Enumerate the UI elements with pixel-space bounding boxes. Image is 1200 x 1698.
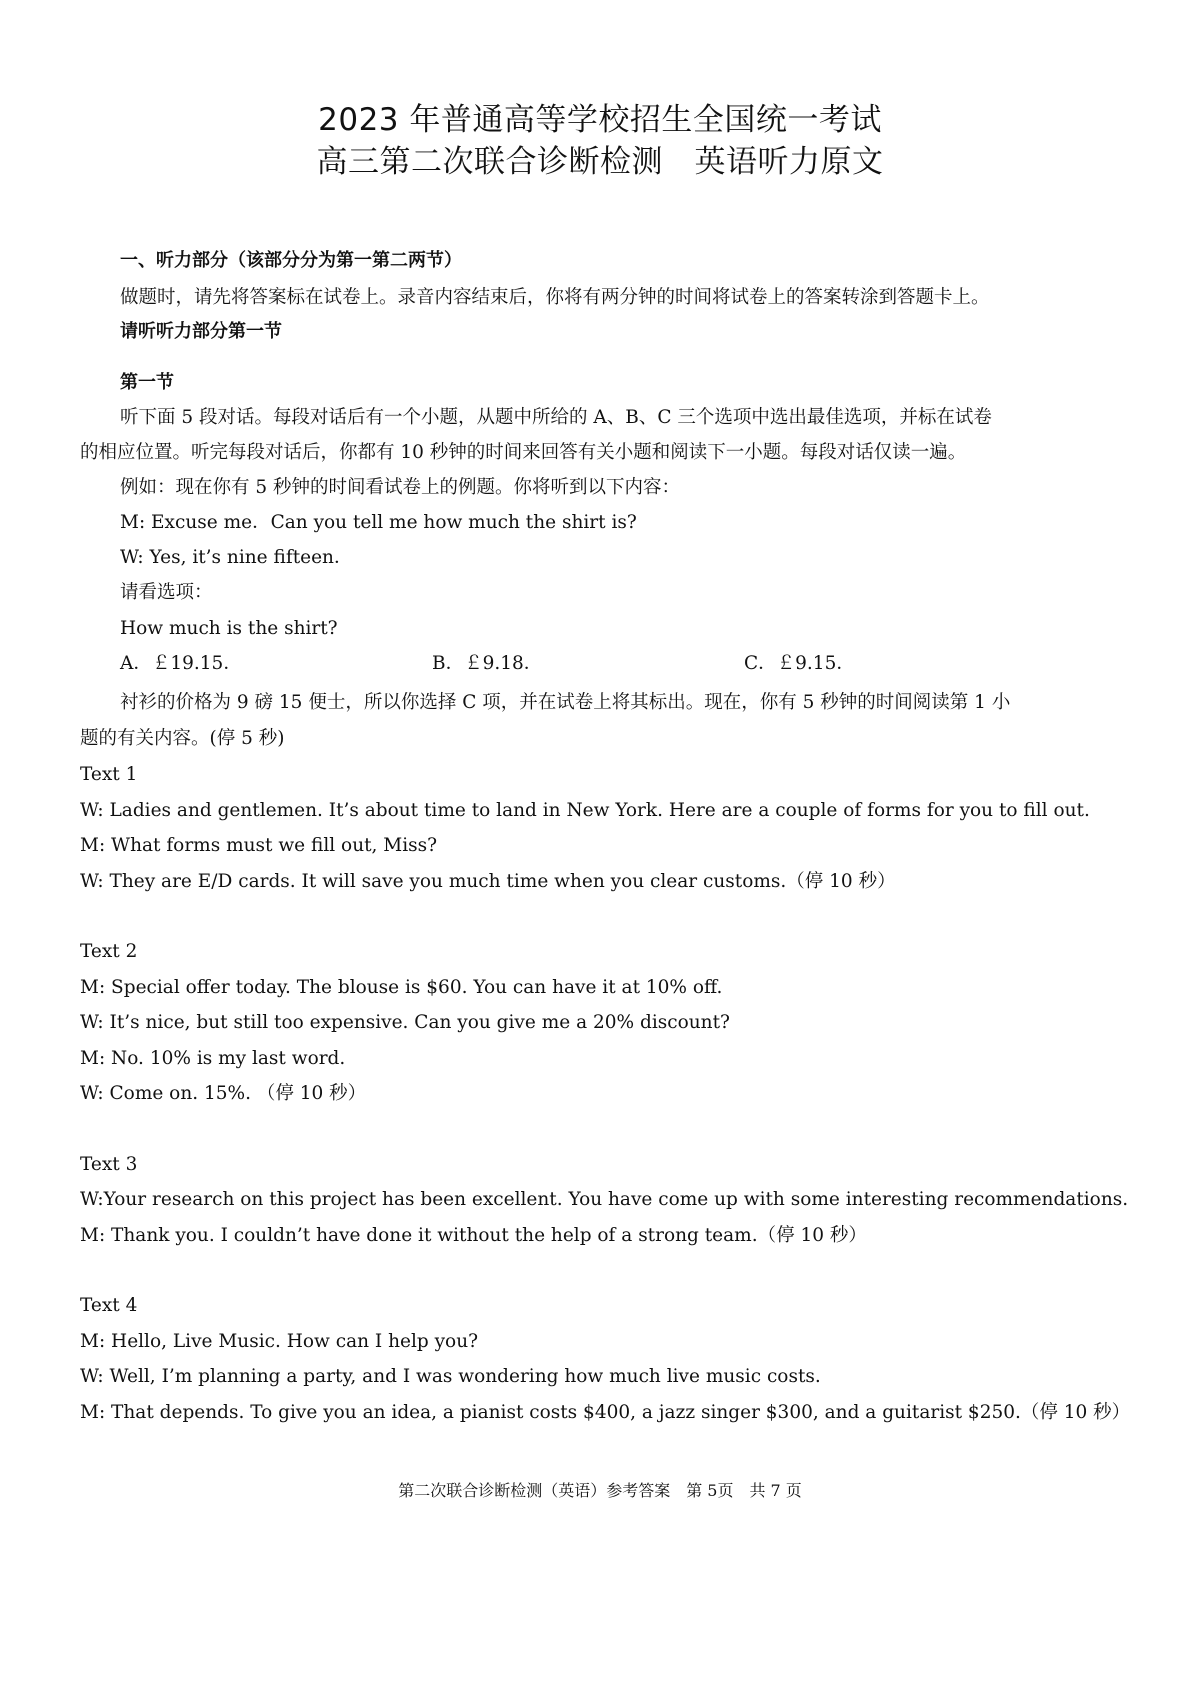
instruction-text: 做题时，请先将答案标在试卷上。录音内容结束后，你将有两分钟的时间将试卷上的答案转涂到答题卡上。 [120,287,990,308]
example-explain-line2: 题的有关内容。(停 5 秒) [80,728,285,749]
example-option-a: A．￡19.15． [120,653,242,674]
dialogue-line: M: Thank you. I couldn’t have done it without the help of a strong team.（停 10 秒） [80,1225,867,1246]
part1-intro-line2: 的相应位置。听完每段对话后，你都有 10 秒钟的时间来回答有关小题和阅读下一小题。每段对话仅读一遍。 [80,442,967,463]
dialogue-line: W: They are E/D cards. It will save you much time when you clear customs.（停 10 秒） [80,871,896,892]
text-label: Text 4 [80,1295,138,1316]
part1-title: 第一节 [120,372,174,393]
example-option-b: B．￡9.18． [432,653,543,674]
example-line-m: M: Excuse me．Can you tell me how much the shirt is? [120,512,637,533]
example-question: How much is the shirt? [120,618,338,639]
dialogue-line: W: Well, I’m planning a party, and I was wondering how much live music costs. [80,1366,821,1387]
dialogue-line: W: Come on. 15%. （停 10 秒） [80,1083,367,1104]
document-title-line1: 2023 年普通高等学校招生全国统一考试 [318,102,882,138]
dialogue-line: W:Your research on this project has been excellent. You have come up with some interesting recommendations. [80,1189,1129,1210]
example-line-w: W: Yes, it’s nine fifteen． [120,547,353,568]
part1-intro-line1: 听下面 5 段对话。每段对话后有一个小题，从题中所给的 A、B、C 三个选项中选出最佳选项，并标在试卷 [120,407,992,428]
dialogue-line: W: Ladies and gentlemen. It’s about time to land in New York. Here are a couple of forms for you to fill out. [80,800,1090,821]
dialogue-line: M: Special offer today. The blouse is $60. You can have it at 10% off. [80,977,723,998]
dialogue-line: M: That depends. To give you an idea, a pianist costs $400, a jazz singer $300, and a guitarist $250.（停 10 秒） [80,1402,1131,1423]
dialogue-line: M: No. 10% is my last word. [80,1048,346,1069]
text-label: Text 2 [80,941,138,962]
example-explain-line1: 衬衫的价格为 9 磅 15 便士，所以你选择 C 项，并在试卷上将其标出。现在，你有 5 秒钟的时间阅读第 1 小 [120,692,1011,713]
dialogue-line: M: What forms must we fill out, Miss? [80,835,438,856]
dialogue-line: W: It’s nice, but still too expensive. Can you give me a 20% discount? [80,1012,730,1033]
part1-label: 请听听力部分第一节 [120,321,282,342]
page-footer: 第二次联合诊断检测（英语）参考答案 第 5页 共 7 页 [398,1481,802,1500]
example-prompt: 请看选项： [120,582,213,603]
document-title-line2: 高三第二次联合诊断检测 英语听力原文 [316,144,884,180]
dialogue-line: M: Hello, Live Music. How can I help you? [80,1331,479,1352]
section-heading: 一、听力部分（该部分分为第一第二两节） [120,250,462,271]
example-intro: 例如：现在你有 5 秒钟的时间看试卷上的例题。你将听到以下内容： [120,477,681,498]
example-option-c: C．￡9.15． [744,653,855,674]
text-label: Text 1 [80,764,138,785]
text-label: Text 3 [80,1154,138,1175]
